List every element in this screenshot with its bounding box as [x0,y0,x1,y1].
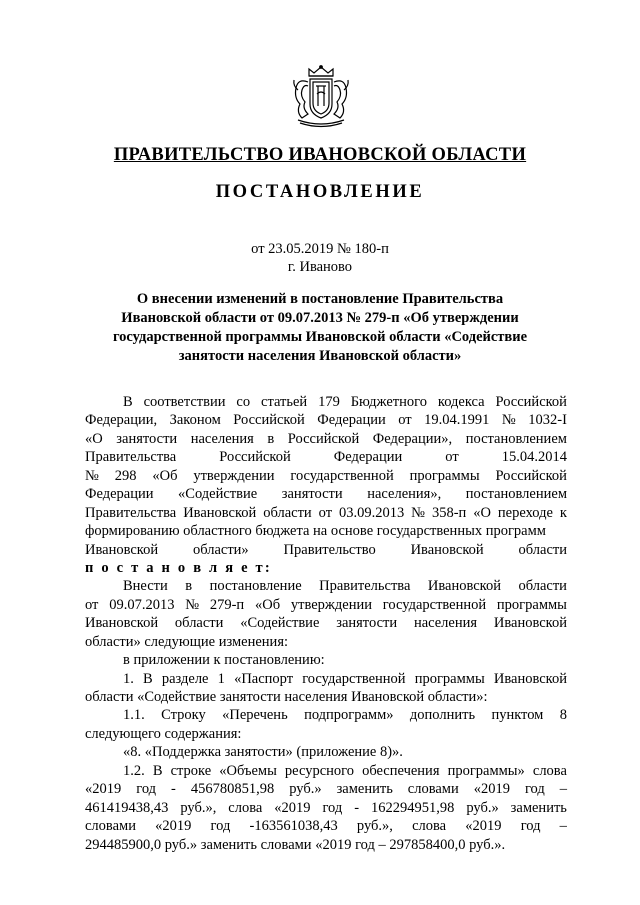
body-word: населения [190,430,254,447]
body-word: год [136,781,157,798]
body-word: от [445,449,459,466]
document-date-number: от 23.05.2019 № 180-п [251,241,389,257]
body-word: следующего содержания: [85,725,242,742]
body-word: п о с т а н о в л я е т: [85,559,272,576]
body-line [85,541,567,559]
body-word: Российской [219,449,291,466]
body-word: год [322,799,343,816]
body-line [85,522,567,540]
body-line-decrees [85,559,567,577]
body-word: Федерации, [85,412,158,429]
body-word: слова [228,799,263,816]
body-word: от [398,412,412,429]
body-word: - [354,799,360,816]
body-word: № [411,504,426,521]
body-word: Федерации [85,486,154,503]
body-word: словами [85,818,136,835]
body-word: «2019 [274,799,311,816]
body-word: «Объемы [219,762,277,779]
title-line: Ивановской области от 09.07.2013 № 279-п «Об утверждении [121,310,519,326]
body-line [85,836,567,854]
body-word: заменить [510,799,567,816]
body-word: № [85,467,99,484]
body-word: 1032-I [528,412,567,429]
body-word: Ивановской [427,578,501,595]
body-word: области [263,504,312,521]
body-word: Российской [233,412,305,429]
body-word: 162294951,98 [371,799,455,816]
body-word: утверждении [290,596,373,613]
body-word: 279-п [209,596,245,613]
body-line [85,688,567,706]
body-word: области» следующие изменения: [85,633,289,650]
document-body [85,393,567,854]
body-word: Федерации [333,449,403,466]
body-line [85,651,567,669]
body-word: Ивановской [493,615,567,632]
body-word: Законом [169,412,221,429]
body-word: -163561038,43 [249,818,338,835]
body-word: ресурсного [284,762,354,779]
body-word: переходе [497,504,553,521]
body-word: государственной [290,467,394,484]
body-word: разделе [161,670,209,687]
body-word: населения», [367,486,442,503]
body-word: Российской [287,430,360,447]
body-word: области [174,615,224,632]
body-word: занятости [116,430,178,447]
body-word: 8 [559,707,567,724]
body-word: В [152,762,163,779]
title-line: О внесении изменений в постановление Правительства [136,291,504,307]
government-name: ПРАВИТЕЛЬСТВО ИВАНОВСКОЙ ОБЛАСТИ [113,145,527,165]
body-line [85,393,567,411]
body-word: 456780851,98 [190,781,275,798]
body-word: Ивановской [493,670,567,687]
body-word: статьей [261,394,308,410]
title-line: занятости населения Ивановской области» [178,348,462,364]
body-word: Ивановской [410,541,484,558]
body-word: постановлением [465,430,567,447]
body-word: занятости [281,486,343,503]
body-word: подпрограмм» [304,707,394,724]
body-word: в [185,578,193,595]
body-word: занятости [336,615,398,632]
body-word: 179 [318,394,340,410]
body-word: Правительства [319,578,411,595]
body-word: «О [85,430,103,447]
body-word: – [559,818,567,835]
body-word: строке [170,762,212,779]
body-word: 1. [123,670,134,687]
body-line [85,762,567,780]
body-word: государственной [382,596,487,613]
body-word: «2019 [465,818,502,835]
body-word: «Содействие [178,486,258,503]
body-word: В [143,670,153,687]
body-word: населения [413,615,478,632]
body-word: 19.04.1991 [424,412,490,429]
body-line [85,670,567,688]
body-word: «Перечень [222,707,288,724]
body-word: слова [532,762,567,779]
body-line [85,817,567,835]
body-word: Ивановской [85,541,159,558]
body-word: Федерации», [372,430,453,447]
body-word: в [267,430,275,447]
body-line [85,577,567,595]
body-word: Федерации [317,412,386,429]
body-word: в приложении к постановлению: [123,652,325,669]
body-word: Бюджетного [350,394,427,410]
body-word: «2019 [155,818,192,835]
body-line [85,706,567,724]
body-word: – [559,781,567,798]
body-word: 03.09.2013 [338,504,405,521]
body-line [85,467,567,485]
body-word: Правительства [85,449,177,466]
coat-of-arms-icon [288,64,354,130]
body-word: области [518,578,567,595]
body-word: программы [414,670,485,687]
body-word: 294485900,0 руб.» заменить словами «2019 год – 297858400,0 руб.». [85,836,506,853]
body-word: Правительства [85,504,177,521]
body-word: руб.», [356,818,393,835]
body-line [85,725,567,743]
document-city: г. Иваново [287,259,353,275]
body-word: от [318,504,333,521]
body-word: к [559,504,567,521]
body-word: Ивановской [183,504,257,521]
body-word: Правительство [283,541,376,558]
body-word: «2019 [85,781,122,798]
body-word: 1.2. [123,762,145,779]
body-word: 298 [114,467,137,484]
body-word: «Об [152,467,178,484]
body-word: 461419438,43 [85,799,169,816]
body-line [85,504,567,522]
body-word: программы [409,467,480,484]
body-word: «Содействие [240,615,320,632]
body-word: заменить [336,781,393,798]
body-word: год [210,818,231,835]
body-word: слова [412,818,447,835]
body-word: год [520,818,541,835]
body-word: Российской [495,394,567,410]
body-line [85,485,567,503]
body-word: год [524,781,545,798]
body-line [85,799,567,817]
body-word: 15.04.2014 [501,449,567,466]
title-line: государственной программы Ивановской области «Содействие [112,329,528,345]
body-word: «Об [254,596,281,613]
body-line [85,596,567,614]
body-word: - [171,781,176,798]
body-word: руб.» [289,781,322,798]
body-line [85,780,567,798]
body-word: формированию областного бюджета на основе государственных программ [85,523,546,540]
body-line [85,633,567,651]
body-word: «2019 [473,781,510,798]
body-word: постановлением [465,486,567,503]
body-line [85,614,567,632]
body-word: утверждении [193,467,275,484]
document-title [96,290,544,366]
body-word: «Паспорт [234,670,294,687]
body-word: программы [496,596,567,613]
body-word: дополнить [409,707,476,724]
body-word: В [123,394,133,410]
body-word: «О [473,504,491,521]
body-word: обеспечения [362,762,440,779]
body-word: от [85,596,99,613]
body-word: 1.1. [123,707,145,724]
body-word: со [236,394,251,410]
body-word: 1 [217,670,225,687]
document-type: ПОСТАНОВЛЕНИЕ [215,182,425,202]
body-word: области «Содействие занятости населения Ивановской области»: [85,689,488,705]
body-word: государственной [302,670,406,687]
body-word: Российской [495,467,567,484]
body-word: 09.07.2013 [109,596,175,613]
body-word: словами [407,781,459,798]
body-word: программы» [447,762,525,779]
body-word: кодекса [437,394,485,410]
body-word: руб.», [180,799,217,816]
body-line [85,411,567,429]
body-word: области» [192,541,249,558]
body-line [85,743,567,761]
body-word: «8. «Поддержка занятости» (приложение 8)». [123,744,403,761]
body-word: Ивановской [85,615,159,632]
body-word: № [501,412,516,429]
body-line [85,448,567,466]
body-word: Внести [123,578,168,595]
body-word: постановление [209,578,302,595]
body-word: руб.» [466,799,499,816]
body-line [85,430,567,448]
body-word: области [518,541,567,558]
body-word: № [185,596,200,613]
body-word: 358-п [431,504,467,521]
body-word: соответствии [143,394,226,410]
body-word: пунктом [491,707,544,724]
body-word: Строку [161,707,206,724]
